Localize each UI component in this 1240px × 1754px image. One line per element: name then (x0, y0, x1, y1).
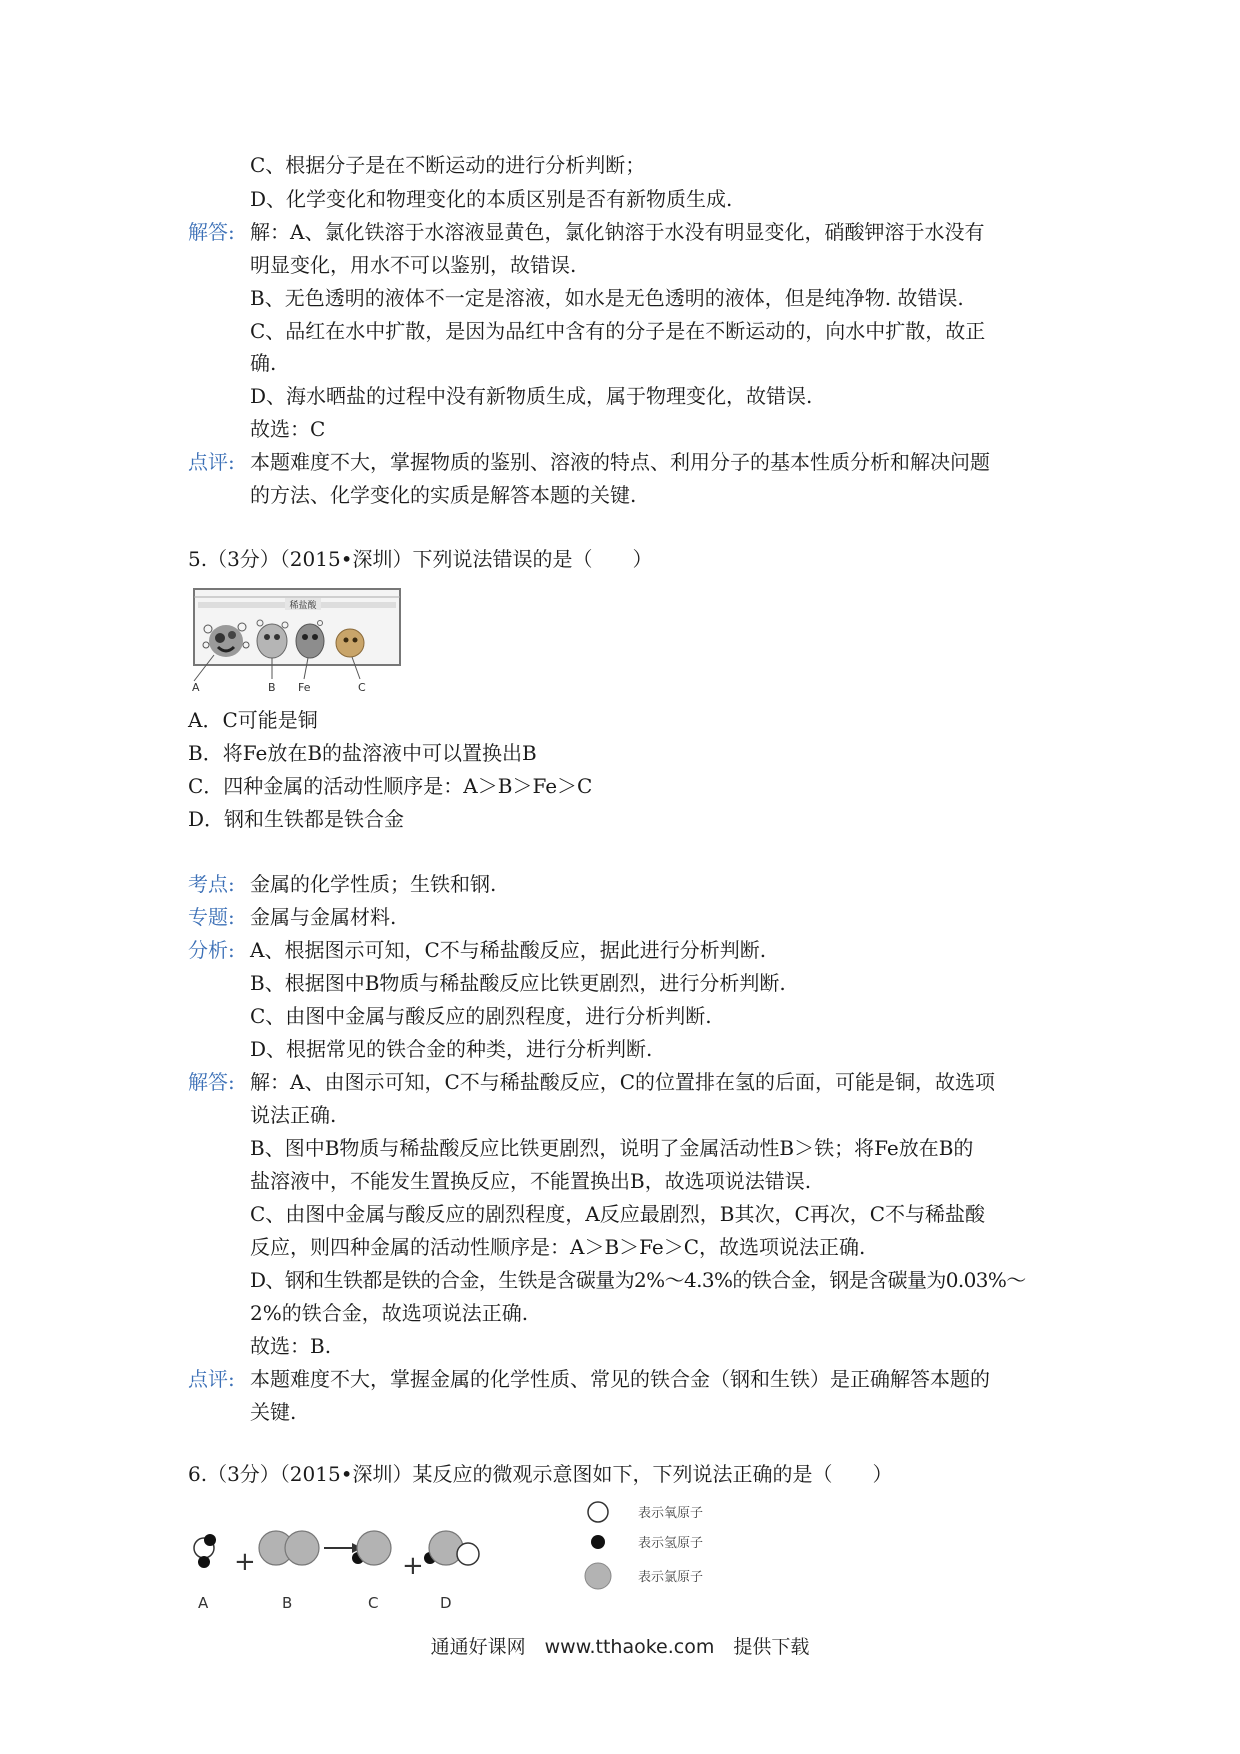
kaodian-label: 考点: (188, 872, 235, 896)
page-footer: 通通好课网 www.tthaoke.com 提供下载 (430, 1636, 810, 1658)
reaction-label-b: B (282, 1594, 293, 1612)
svg-text:+: + (402, 1551, 424, 1581)
comment-line: 的方法、化学变化的实质是解答本题的关键. (250, 483, 637, 507)
kaodian-text: 金属的化学性质；生铁和钢. (250, 872, 497, 896)
analysis-line: A、根据图示可知，C不与稀盐酸反应，据此进行分析判断. (250, 938, 767, 962)
answer-line: D、海水晒盐的过程中没有新物质生成，属于物理变化，故错误. (250, 384, 813, 408)
reaction-diagram (190, 1500, 750, 1612)
answer-line: 解：A、由图示可知，C不与稀盐酸反应，C的位置排在氢的后面，可能是铜，故选项 (250, 1070, 996, 1094)
legend-oxygen-symbol (588, 1502, 608, 1522)
legend-chlorine-symbol (585, 1563, 611, 1589)
option-b: B．将Fe放在B的盐溶液中可以置换出B (188, 741, 537, 765)
molecule-b (259, 1531, 319, 1565)
analysis-line: B、根据图中B物质与稀盐酸反应比铁更剧烈，进行分析判断. (250, 971, 786, 995)
analysis-line: D、根据常见的铁合金的种类，进行分析判断. (250, 1037, 653, 1061)
answer-line: 说法正确. (250, 1103, 337, 1127)
answer-line: 解：A、氯化铁溶于水溶液显黄色，氯化钠溶于水没有明显变化，硝酸钾溶于水没有 (250, 220, 985, 244)
answer-line: 盐溶液中，不能发生置换反应，不能置换出B，故选项说法错误. (250, 1169, 812, 1193)
answer-line: 故选：C (250, 417, 326, 441)
comment-label: 点评: (188, 1367, 235, 1391)
option-d: D．钢和生铁都是铁合金 (188, 807, 405, 831)
figure-label-c: C (358, 681, 366, 693)
answer-line: 反应，则四种金属的活动性顺序是：A＞B＞Fe＞C，故选项说法正确. (250, 1235, 866, 1259)
molecule-c (352, 1531, 391, 1565)
comment-line: 关键. (250, 1400, 297, 1424)
option-c: C．四种金属的活动性顺序是：A＞B＞Fe＞C (188, 774, 593, 798)
question-5-stem: 5.（3分）（2015•深圳）下列说法错误的是（ ） (188, 547, 653, 571)
legend-hydrogen-symbol (591, 1535, 605, 1549)
answer-line: D、钢和生铁都是铁的合金，生铁是含碳量为2%～4.3%的铁合金，钢是含碳量为0.03%～ (250, 1268, 1026, 1292)
figure-label-b: B (268, 681, 276, 693)
c-line: C、根据分子是在不断运动的进行分析判断； (250, 153, 646, 177)
legend-chlorine: 表示氯原子 (638, 1570, 704, 1585)
legend-oxygen: 表示氧原子 (638, 1506, 704, 1521)
answer-label: 解答: (188, 1070, 235, 1094)
reaction-label-d: D (440, 1594, 452, 1612)
answer-line: B、图中B物质与稀盐酸反应比铁更剧烈，说明了金属活动性B＞铁；将Fe放在B的 (250, 1136, 974, 1160)
analysis-line: C、由图中金属与酸反应的剧烈程度，进行分析判断. (250, 1004, 712, 1028)
molecule-a (194, 1534, 216, 1568)
d-line: D、化学变化和物理变化的本质区别是否有新物质生成. (250, 187, 733, 211)
comment-label: 点评: (188, 450, 235, 474)
metal-acid-figure (190, 583, 410, 693)
analysis-label: 分析: (188, 938, 235, 962)
figure-label-a: A (192, 681, 200, 693)
reaction-label-c: C (368, 1594, 379, 1612)
answer-line: C、由图中金属与酸反应的剧烈程度，A反应最剧烈，B其次，C再次，C不与稀盐酸 (250, 1202, 986, 1226)
figure-label-fe: Fe (298, 681, 311, 693)
option-a: A．C可能是铜 (188, 708, 318, 732)
reaction-label-a: A (198, 1594, 209, 1612)
answer-label: 解答: (188, 220, 235, 244)
answer-line: C、品红在水中扩散，是因为品红中含有的分子是在不断运动的，向水中扩散，故正 (250, 319, 986, 343)
zhuanti-label: 专题: (188, 905, 235, 929)
answer-line: 2%的铁合金，故选项说法正确. (250, 1301, 529, 1325)
answer-line: B、无色透明的液体不一定是溶液，如水是无色透明的液体，但是纯净物. 故错误. (250, 286, 964, 310)
comment-line: 本题难度不大，掌握金属的化学性质、常见的铁合金（钢和生铁）是正确解答本题的 (250, 1367, 990, 1391)
zhuanti-text: 金属与金属材料. (250, 905, 397, 929)
answer-line: 明显变化，用水不可以鉴别，故错误. (250, 253, 577, 277)
legend-hydrogen: 表示氢原子 (638, 1536, 704, 1551)
svg-text:+: + (234, 1547, 256, 1577)
metal-c-figure (336, 629, 364, 657)
question-6-stem: 6.（3分）（2015•深圳）某反应的微观示意图如下，下列说法正确的是（ ） (188, 1462, 893, 1486)
beaker-label: 稀盐酸 (289, 601, 317, 611)
molecule-d (424, 1531, 479, 1565)
answer-line: 确. (250, 351, 277, 375)
answer-line: 故选：B. (250, 1334, 332, 1358)
comment-line: 本题难度不大，掌握物质的鉴别、溶液的特点、利用分子的基本性质分析和解决问题 (250, 450, 990, 474)
legend (585, 1502, 703, 1589)
